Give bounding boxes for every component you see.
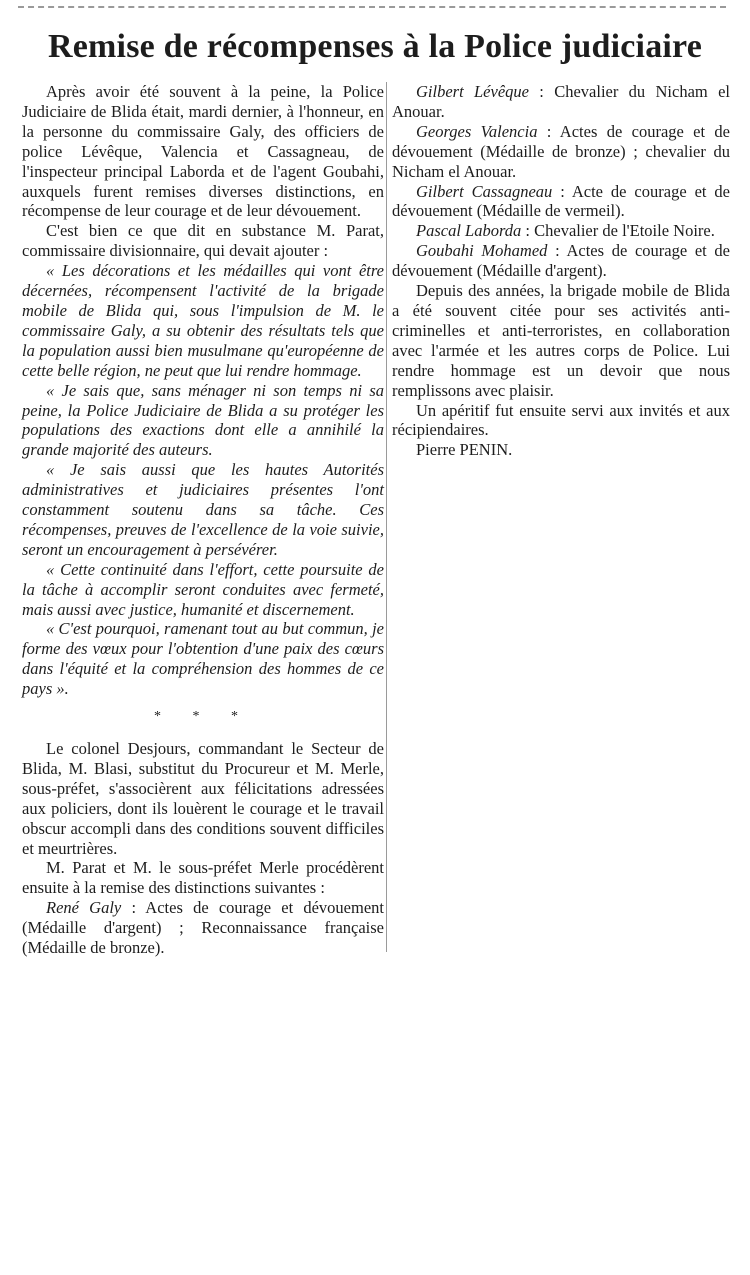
award-recipient-name: Goubahi Mohamed <box>416 241 548 261</box>
quote-authorities: « Je sais aussi que les hautes Autorités administratives et judiciaires présentes l'ont constamment soutenu dans sa tâche. Ces récompenses, preuves de l'excellence de la voie suivie, seront un encouragement à persévérer. <box>22 460 384 559</box>
award-goubahi <box>392 241 730 281</box>
right-column <box>392 82 730 460</box>
award-laborda <box>392 221 730 241</box>
section-separator: * * * <box>154 709 252 725</box>
paragraph-brigade: Depuis des années, la brigade mobile de Blida a été souvent citée pour ses activités anti-criminelles et anti-terroristes, en collaboration avec l'armée et les autres corps de Police. Lui rendre hommage est un devoir que nous remplissons avec plaisir. <box>392 281 730 400</box>
award-description: : Chevalier du Nicham el Anouar. <box>392 82 730 121</box>
quote-decorations: « Les décorations et les médailles qui vont être décernées, récompensent l'activité de la brigade mobile de Blida qui, sous l'impulsion de M. le commissaire Galy, a su obtenir des résultats tels que la population aussi bien musulmane qu'européenne de cette belle région, ne peut que lui rendre hommage. <box>22 261 384 380</box>
column-divider <box>386 82 387 952</box>
quote-peace: « C'est pourquoi, ramenant tout au but commun, je forme des vœux pour l'obtention d'une paix des cœurs dans l'équité et la compréhension des hommes de ce pays ». <box>22 619 384 699</box>
award-recipient-name: René Galy <box>46 898 122 918</box>
award-description: : Acte de courage et de dévouement (Médaille de vermeil). <box>392 181 730 221</box>
award-description: : Actes de courage et dévouement (Médaille d'argent) ; Reconnaissance française (Médaille de bronze). <box>22 898 384 958</box>
headline: Remise de récompenses à la Police judiciaire <box>47 28 703 65</box>
award-description: : Chevalier de l'Etoile Noire. <box>521 221 715 241</box>
paragraph-intro: Après avoir été souvent à la peine, la Police Judiciaire de Blida était, mardi dernier, à l'honneur, en la personne du commissaire Galy, des officiers de police Lévêque, Valencia et Cassagneau, de l'inspecteur principal Laborda et de l'agent Goubahi, auxquels furent remises diverses distinctions, en récompense de leur courage et de leur dévouement. <box>22 82 384 221</box>
quote-protection: « Je sais que, sans ménager ni son temps ni sa peine, la Police Judiciaire de Blida a su protéger les populations des exactions dont elle a annihilé la grande majorité des auteurs. <box>22 380 384 460</box>
award-recipient-name: Gilbert Lévêque <box>416 82 529 101</box>
award-galy <box>22 898 384 958</box>
award-description: : Actes de courage et de dévouement (Médaille d'argent). <box>392 241 731 281</box>
author-signature: Pierre PENIN. <box>416 440 513 460</box>
award-valencia <box>392 122 730 182</box>
clipping-edge <box>18 6 726 8</box>
award-description: : Actes de courage et de dévouement (Médaille de bronze) ; chevalier du Nicham el Anouar. <box>392 121 731 181</box>
paragraph-ceremony: M. Parat et M. le sous-préfet Merle procédèrent ensuite à la remise des distinctions suivantes : <box>22 858 384 898</box>
paragraph-parat: C'est bien ce que dit en substance M. Parat, commissaire divisionnaire, qui devait ajouter : <box>22 221 384 261</box>
quote-continuity: « Cette continuité dans l'effort, cette poursuite de la tâche à accomplir seront conduites avec fermeté, mais aussi avec justice, humanité et discernement. <box>22 559 384 619</box>
award-recipient-name: Pascal Laborda <box>416 221 522 241</box>
left-column <box>22 82 384 958</box>
paragraph-officials: Le colonel Desjours, commandant le Secteur de Blida, M. Blasi, substitut du Procureur et M. Merle, sous-préfet, s'associèrent aux félicitations adressées aux policiers, dont ils louèrent le courage et le travail obscur accompli dans des conditions souvent difficiles et meurtrières. <box>22 739 384 858</box>
award-cassagneau <box>392 182 730 222</box>
award-recipient-name: Georges Valencia <box>416 121 538 141</box>
award-recipient-name: Gilbert Cassagneau <box>416 181 553 201</box>
paragraph-aperitif: Un apéritif fut ensuite servi aux invités et aux récipiendaires. <box>392 400 730 440</box>
award-leveque <box>392 82 730 122</box>
